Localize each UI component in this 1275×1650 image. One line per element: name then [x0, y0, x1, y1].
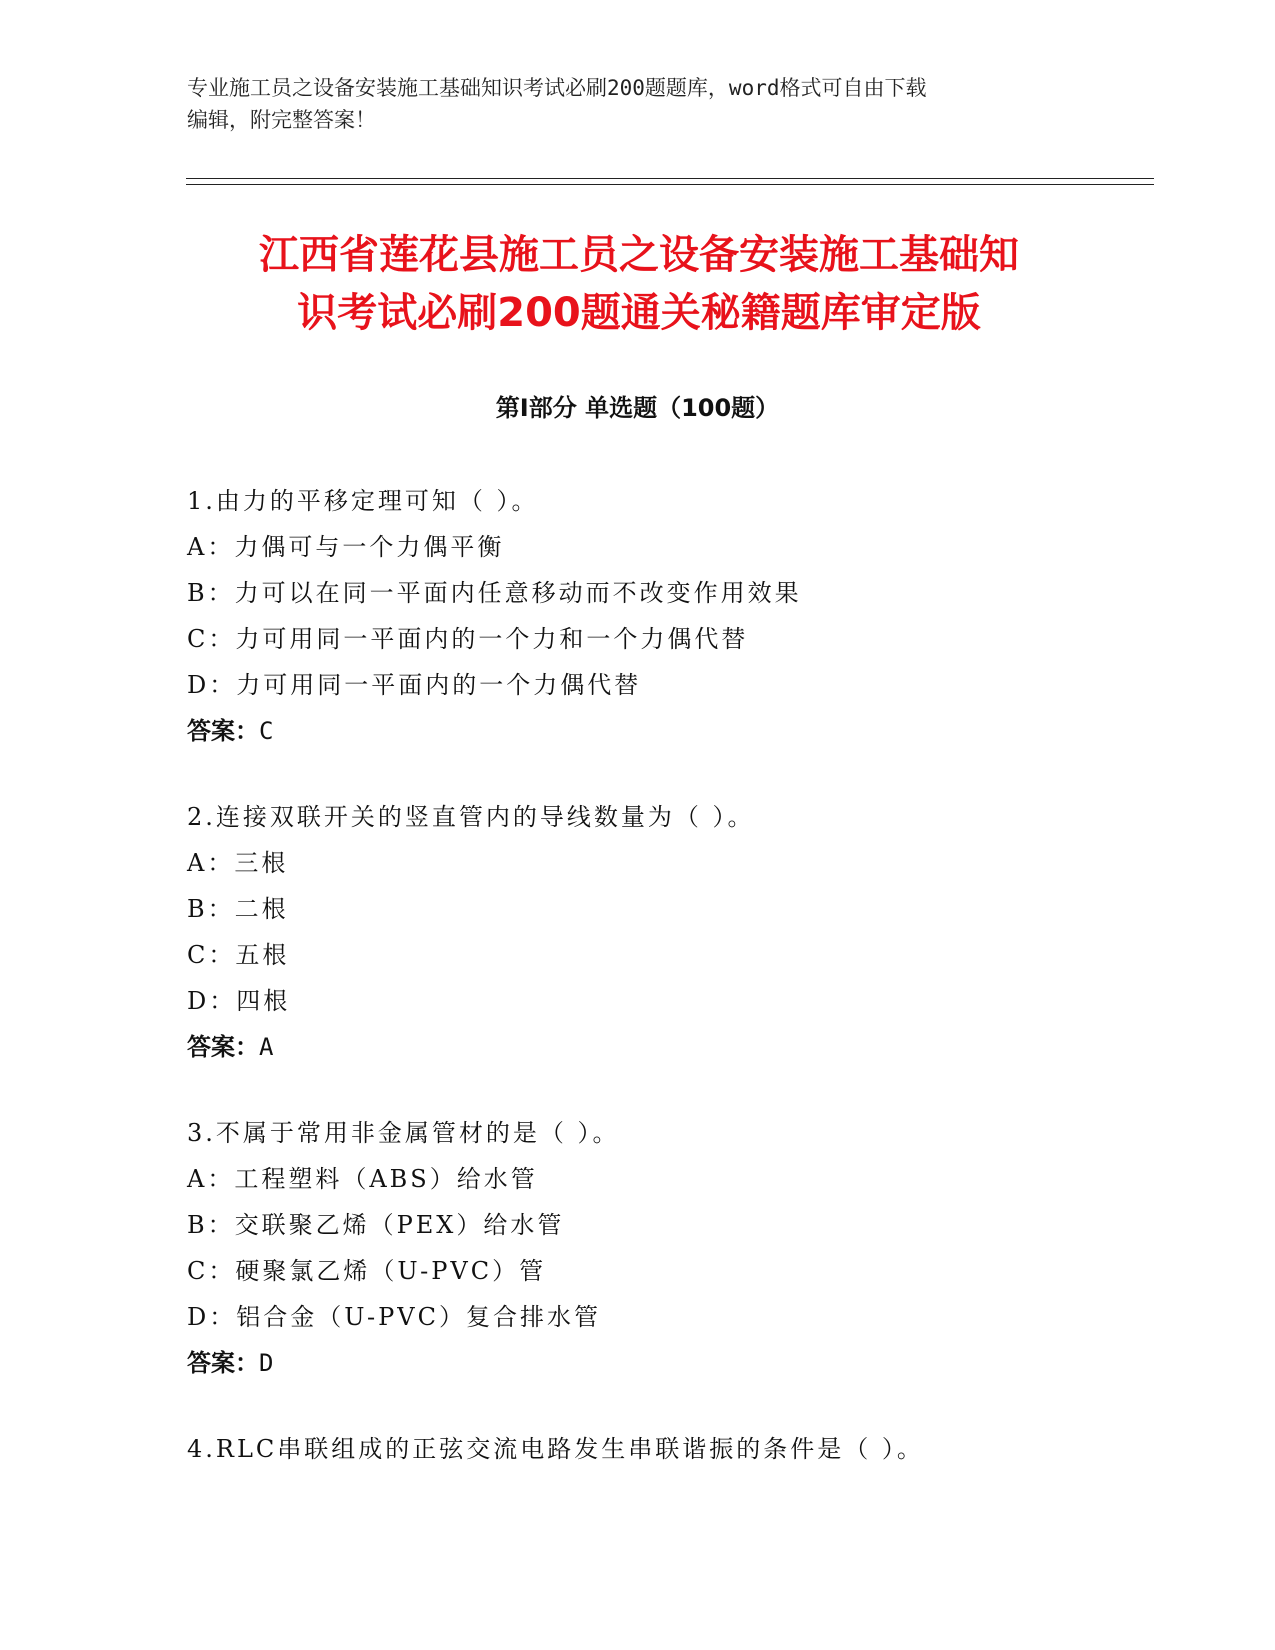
header-note-line2: 编辑，附完整答案！	[187, 108, 376, 132]
option-d: D：力可用同一平面内的一个力偶代替	[187, 671, 642, 699]
option-a: A：力偶可与一个力偶平衡	[187, 533, 505, 561]
option-d: D：四根	[187, 987, 291, 1015]
option-a: A：工程塑料（ABS）给水管	[187, 1165, 538, 1193]
answer	[187, 708, 1187, 754]
question-1	[187, 478, 1187, 754]
question-4	[187, 1426, 1187, 1472]
answer-label: 答案：	[187, 1349, 259, 1377]
question-stem: 4.RLC串联组成的正弦交流电路发生串联谐振的条件是（ ）。	[187, 1435, 924, 1463]
option-c: C：硬聚氯乙烯（U-PVC）管	[187, 1257, 547, 1285]
header-divider-bottom	[186, 184, 1154, 185]
answer-value: D	[259, 1349, 274, 1377]
question-stem: 1.由力的平移定理可知（ ）。	[187, 487, 539, 515]
answer-label: 答案：	[187, 717, 259, 745]
answer	[187, 1340, 1187, 1386]
answer-value: C	[259, 717, 274, 745]
page-title	[186, 226, 1092, 342]
header-divider-top	[186, 178, 1154, 179]
answer-label: 答案：	[187, 1033, 259, 1061]
option-a: A：三根	[187, 849, 289, 877]
option-c: C：五根	[187, 941, 290, 969]
answer	[187, 1024, 1187, 1070]
option-b: B：二根	[187, 895, 289, 923]
section-heading: 第Ⅰ部分 单选题（100题）	[495, 394, 780, 422]
option-b: B：力可以在同一平面内任意移动而不改变作用效果	[187, 579, 802, 607]
header-note-line1: 专业施工员之设备安装施工基础知识考试必刷200题题库，word格式可自由下载	[187, 76, 927, 100]
option-c: C：力可用同一平面内的一个力和一个力偶代替	[187, 625, 749, 653]
question-2	[187, 794, 1187, 1070]
title-line2: 识考试必刷200题通关秘籍题库审定版	[297, 290, 981, 336]
question-stem: 2.连接双联开关的竖直管内的导线数量为（ ）。	[187, 803, 755, 831]
option-d: D：铝合金（U-PVC）复合排水管	[187, 1303, 601, 1331]
answer-value: A	[259, 1033, 274, 1061]
option-b: B：交联聚乙烯（PEX）给水管	[187, 1211, 565, 1239]
question-3	[187, 1110, 1187, 1386]
title-line1: 江西省莲花县施工员之设备安装施工基础知	[259, 232, 1019, 278]
question-stem: 3.不属于常用非金属管材的是（ ）。	[187, 1119, 620, 1147]
header-note	[187, 72, 1087, 136]
